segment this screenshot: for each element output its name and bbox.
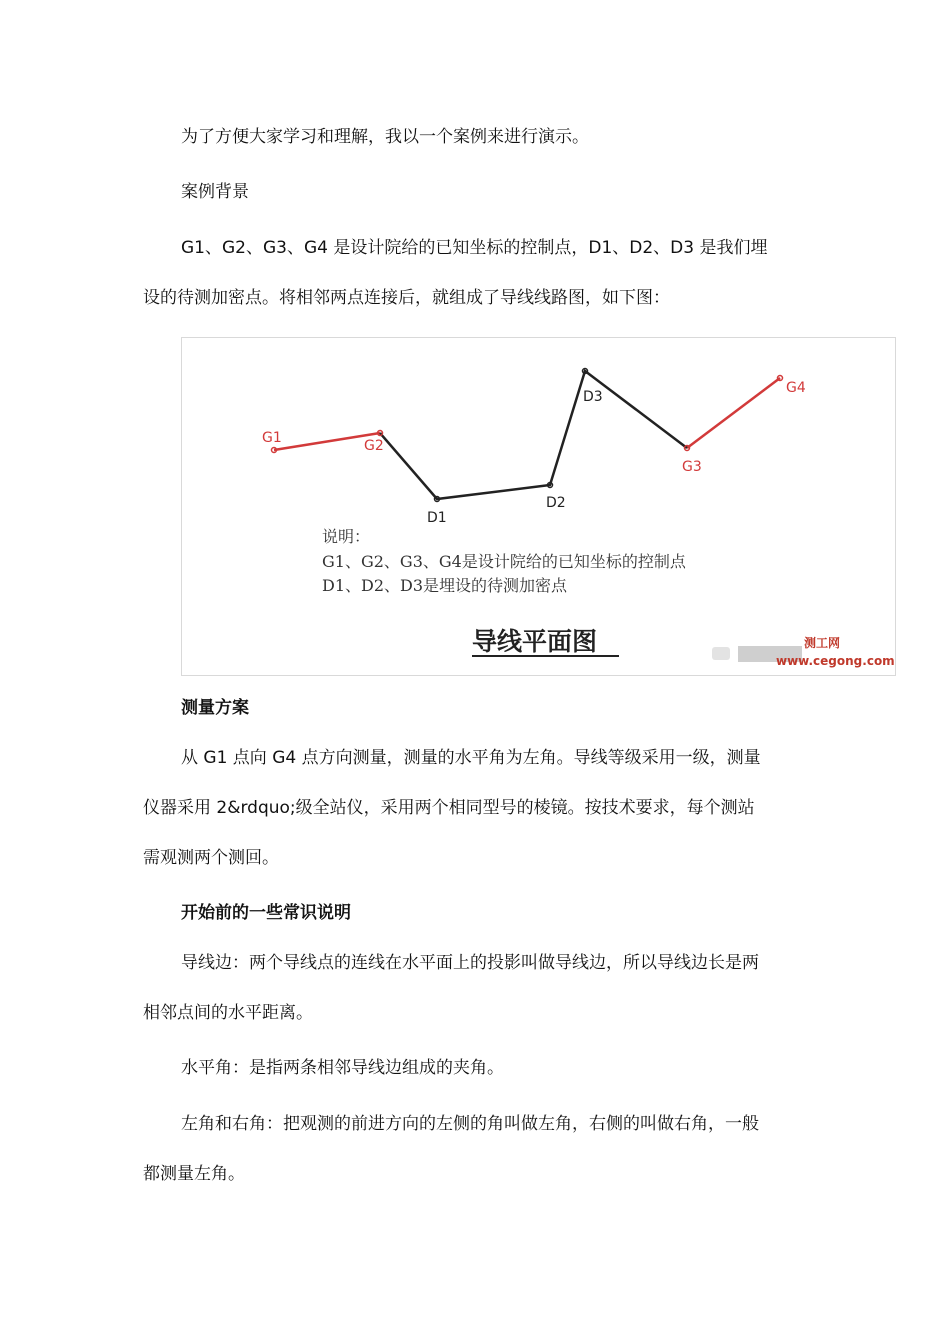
label-g4: G4 [786, 380, 806, 396]
plan-heading: 测量方案 [181, 698, 249, 718]
plan-paragraph-line-3: 需观测两个测回。 [143, 848, 279, 868]
label-d2: D2 [546, 495, 566, 511]
segment-g3-g4 [687, 378, 780, 448]
angle-paragraph: 水平角：是指两条相邻导线边组成的夹角。 [181, 1058, 504, 1078]
note-line-1: G1、G2、G3、G4是设计院给的已知坐标的控制点 [322, 552, 686, 571]
label-g3: G3 [682, 459, 702, 475]
traverse-diagram [182, 338, 895, 675]
intro-paragraph: 为了方便大家学习和理解，我以一个案例来进行演示。 [181, 127, 589, 147]
note-title: 说明： [322, 527, 371, 546]
left-right-paragraph-line-2: 都测量左角。 [143, 1164, 245, 1184]
label-g1: G1 [262, 430, 282, 446]
plan-paragraph-line-2: 仪器采用 2&rdquo;级全站仪，采用两个相同型号的棱镜。按技术要求，每个测站 [143, 798, 755, 818]
label-d1: D1 [427, 510, 447, 526]
plan-paragraph-line-1: 从 G1 点向 G4 点方向测量，测量的水平角为左角。导线等级采用一级，测量 [181, 748, 761, 768]
case-paragraph-line-1: G1、G2、G3、G4 是设计院给的已知坐标的控制点，D1、D2、D3 是我们埋 [181, 238, 768, 258]
case-background-heading: 案例背景 [181, 182, 249, 202]
watermark-logo-icon [712, 647, 730, 660]
label-g2: G2 [364, 438, 384, 454]
case-paragraph-line-2: 设的待测加密点。将相邻两点连接后，就组成了导线线路图，如下图： [143, 288, 670, 308]
watermark-url: www.cegong.com [776, 654, 895, 668]
label-d3: D3 [583, 389, 603, 405]
watermark-site: 测工网 [804, 636, 841, 650]
left-right-paragraph-line-1: 左角和右角：把观测的前进方向的左侧的角叫做左角，右侧的叫做右角，一般 [181, 1114, 759, 1134]
traverse-plan-figure [181, 337, 896, 676]
note-line-2: D1、D2、D3是埋设的待测加密点 [322, 576, 568, 595]
basics-heading: 开始前的一些常识说明 [181, 903, 351, 923]
edge-paragraph-line-1: 导线边：两个导线点的连线在水平面上的投影叫做导线边，所以导线边长是两 [181, 953, 759, 973]
figure-title: 导线平面图 [472, 627, 598, 656]
segment-traverse [380, 371, 687, 499]
edge-paragraph-line-2: 相邻点间的水平距离。 [143, 1003, 313, 1023]
